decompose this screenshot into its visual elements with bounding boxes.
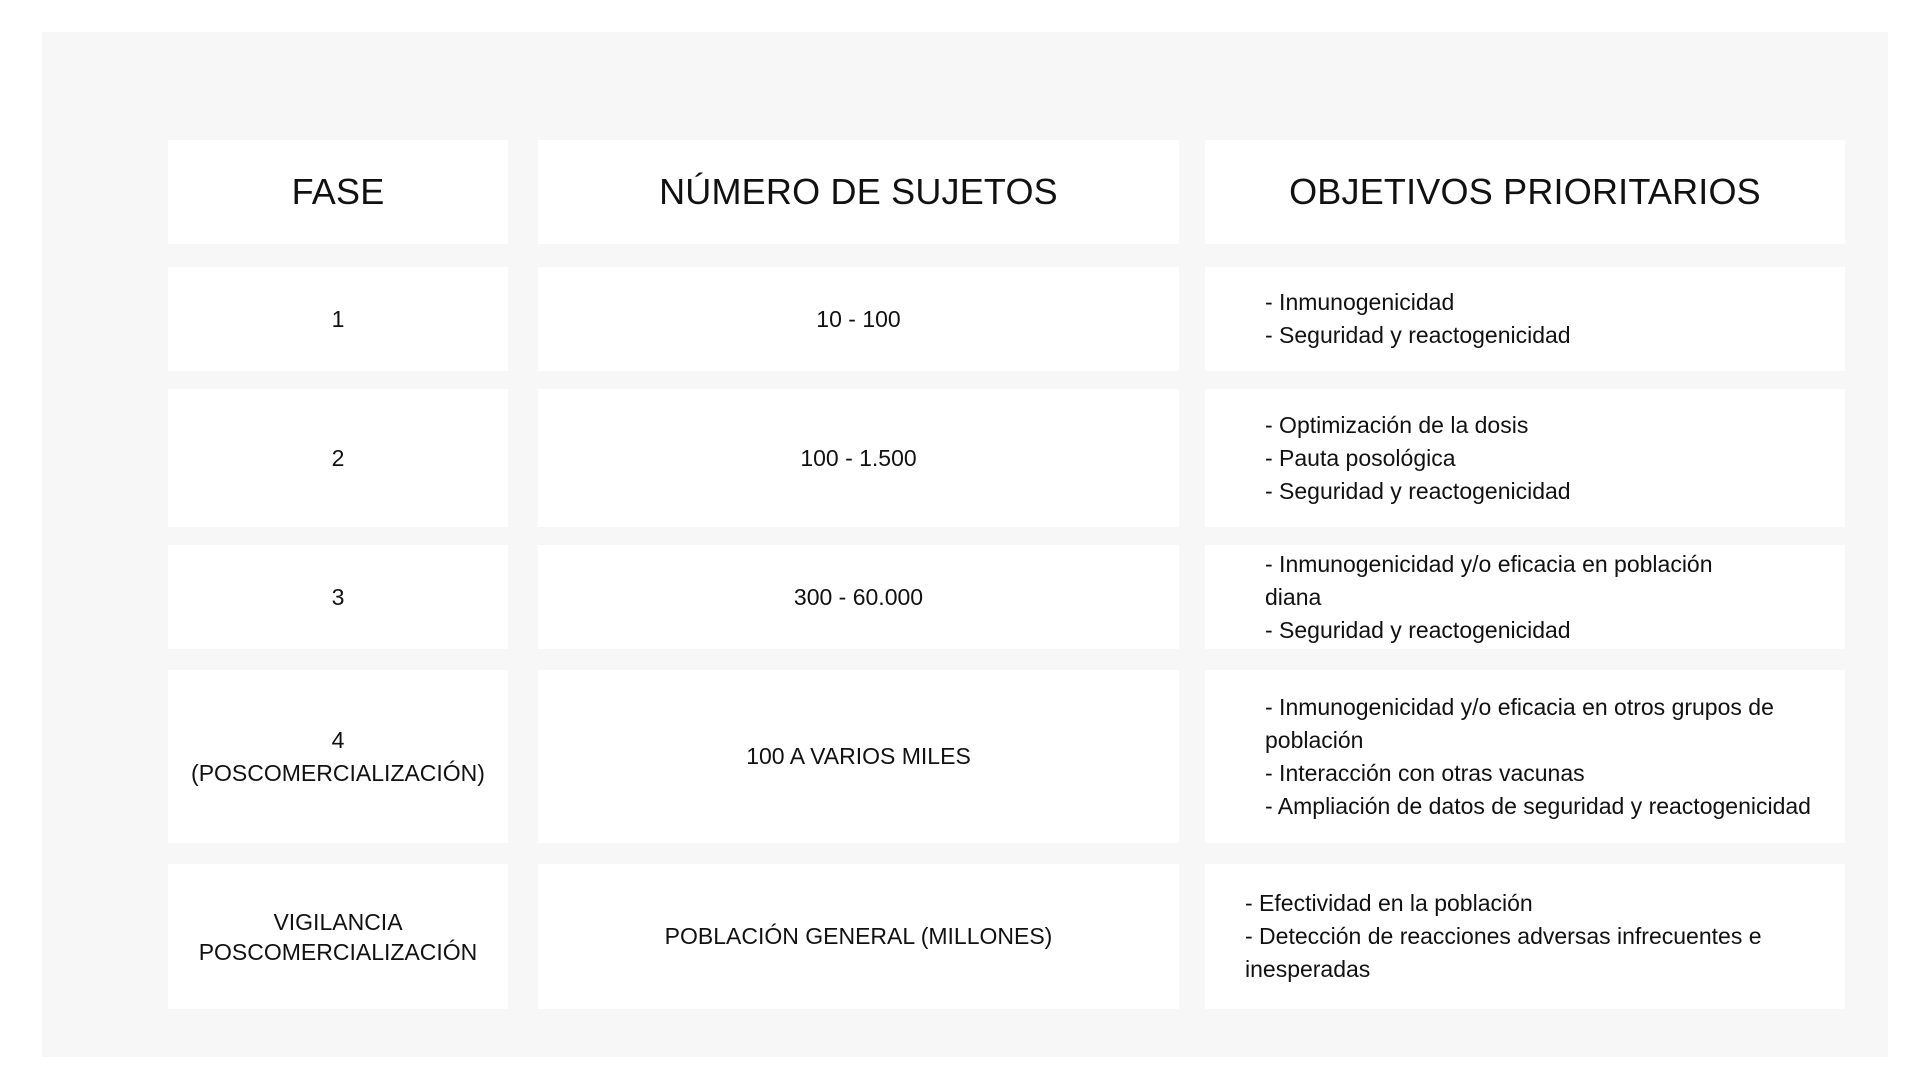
numero-value: 300 - 60.000	[793, 583, 924, 610]
row-4-objetivos	[1205, 670, 1845, 843]
row-5-objetivos	[1205, 864, 1845, 1009]
header-objetivos-label: OBJETIVOS PRIORITARIOS	[1289, 171, 1761, 212]
objetivo-item: - Inmunogenicidad	[1265, 289, 1455, 315]
numero-value: POBLACIÓN GENERAL (MILLONES)	[664, 923, 1053, 949]
row-4-numero	[538, 670, 1179, 843]
objetivo-item: - Inmunogenicidad y/o eficacia en otros grupos de	[1265, 693, 1774, 720]
row-2-objetivos	[1205, 389, 1845, 527]
header-numero-label: NÚMERO DE SUJETOS	[659, 171, 1058, 212]
row-1-fase	[168, 267, 508, 371]
objetivo-item: - Optimización de la dosis	[1265, 411, 1529, 438]
objetivos-list	[1265, 691, 1811, 823]
objetivos-list	[1245, 887, 1762, 986]
numero-value: 100 - 1.500	[800, 444, 917, 471]
row-2-numero	[538, 389, 1179, 527]
fase-subtitle: POSCOMERCIALIZACIÓN	[198, 938, 478, 965]
objetivo-item: - Detección de reacciones adversas infrecuentes e	[1245, 923, 1762, 949]
row-3-numero	[538, 545, 1179, 649]
objetivo-item: - Ampliación de datos de seguridad y reactogenicidad	[1265, 792, 1811, 819]
row-4-fase	[168, 670, 508, 843]
objetivo-item: - Seguridad y reactogenicidad	[1265, 322, 1571, 348]
header-fase-label: FASE	[291, 171, 385, 212]
table-panel	[42, 32, 1888, 1057]
objetivos-list	[1265, 286, 1571, 352]
row-5-numero	[538, 864, 1179, 1009]
row-2-fase	[168, 389, 508, 527]
header-fase	[168, 140, 508, 244]
objetivos-list	[1265, 409, 1571, 508]
objetivo-item: - Seguridad y reactogenicidad	[1265, 477, 1571, 504]
row-3-objetivos	[1205, 545, 1845, 649]
header-numero	[538, 140, 1179, 244]
fase-value: 3	[331, 583, 345, 610]
row-5-fase	[168, 864, 508, 1009]
row-1-objetivos	[1205, 267, 1845, 371]
fase-subtitle: (POSCOMERCIALIZACIÓN)	[191, 759, 485, 786]
objetivo-item: - Seguridad y reactogenicidad	[1265, 616, 1571, 643]
objetivo-item: diana	[1265, 583, 1322, 610]
objetivo-item: población	[1265, 726, 1364, 753]
objetivos-list	[1265, 548, 1713, 647]
fase-value: 4	[331, 726, 345, 753]
fase-value: VIGILANCIA	[273, 908, 403, 935]
row-3-fase	[168, 545, 508, 649]
fase-value: 1	[331, 305, 345, 332]
objetivo-item: - Pauta posológica	[1265, 444, 1456, 471]
header-objetivos	[1205, 140, 1845, 244]
fase-value: 2	[331, 444, 345, 471]
numero-value: 100 A VARIOS MILES	[746, 743, 971, 769]
fase-value-group	[199, 907, 478, 967]
objetivo-item: - Inmunogenicidad y/o eficacia en población	[1265, 550, 1713, 577]
numero-value: 10 - 100	[816, 305, 901, 332]
fase-value-group	[191, 724, 485, 790]
objetivo-item: inesperadas	[1245, 956, 1371, 982]
objetivo-item: - Interacción con otras vacunas	[1265, 759, 1585, 786]
objetivo-item: - Efectividad en la población	[1245, 890, 1533, 916]
row-1-numero	[538, 267, 1179, 371]
